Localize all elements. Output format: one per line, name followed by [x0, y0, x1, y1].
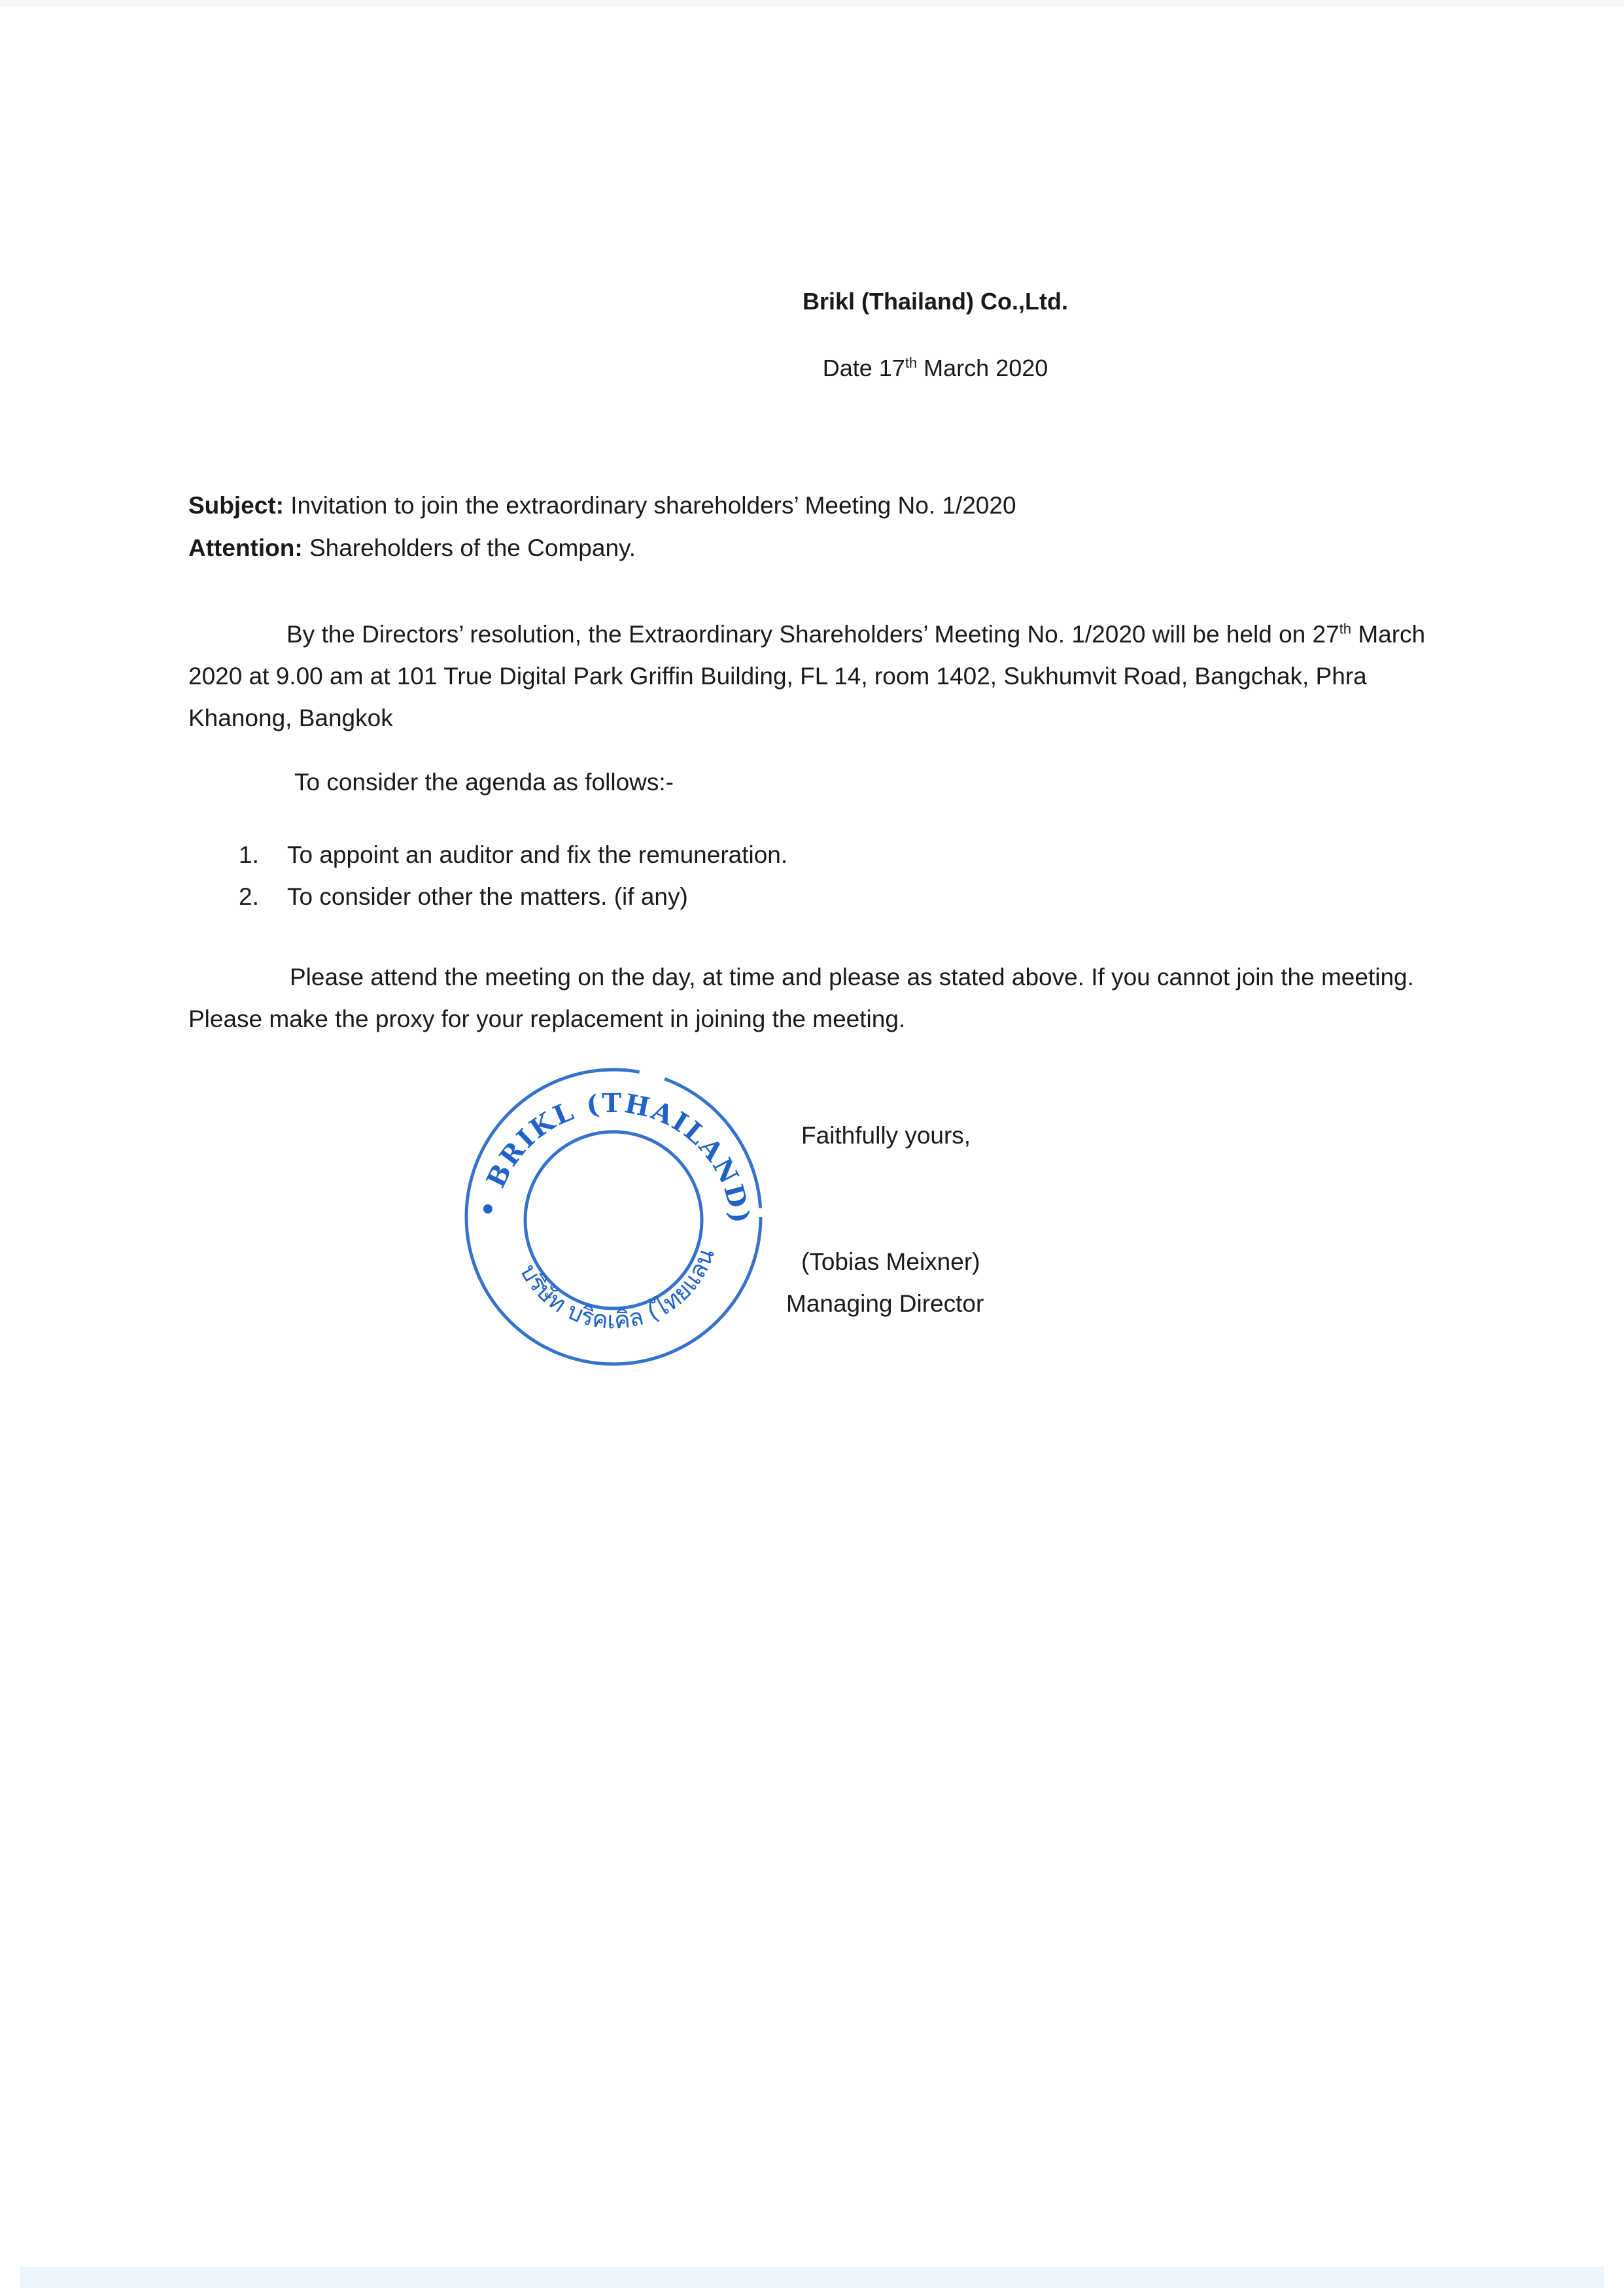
date-superscript: th [905, 355, 918, 371]
meeting-paragraph [188, 614, 1451, 739]
scan-bottom-band [20, 2267, 1604, 2288]
signatory-name: (Tobias Meixner) [801, 1248, 980, 1275]
company-seal-stamp [450, 1053, 777, 1380]
attendance-paragraph: Please attend the meeting on the day, at time and please as stated above. If you cannot join the meeting. Please make the proxy for your replacement in joining the meeting. [188, 964, 1414, 1032]
meeting-text-a: By the Directors’ resolution, the Extraordinary Shareholders’ Meeting No. 1/2020 will be held on 27 [286, 621, 1339, 648]
stamp-text-bottom: บริษัท บริคเคิล (ไทยแลน [514, 1245, 720, 1335]
agenda-list [239, 834, 787, 918]
subject-text: Invitation to join the extraordinary shareholders’ Meeting No. 1/2020 [283, 492, 1016, 519]
agenda-item [239, 834, 787, 876]
subject-line [188, 492, 1016, 519]
agenda-item-number: 2. [239, 883, 259, 910]
agenda-item [239, 876, 787, 918]
agenda-item-text: To appoint an auditor and fix the remuneration. [287, 841, 788, 868]
agenda-item-text: To consider other the matters. (if any) [287, 883, 688, 910]
meeting-date-superscript: th [1339, 620, 1352, 637]
date-suffix: March 2020 [917, 355, 1048, 381]
signatory-title: Managing Director [786, 1290, 984, 1317]
document-date [0, 355, 1624, 382]
closing-text: Faithfully yours, [801, 1122, 971, 1149]
agenda-item-number: 1. [239, 841, 259, 868]
date-prefix: Date 17 [822, 355, 905, 381]
scan-top-edge [0, 0, 1624, 7]
meeting-text-b: March 2020 at 9.00 am at 101 True Digital Park Griffin Building, FL 14, room 1402, Sukhumvit Road, Bangchak, Phra Khanong, Bangkok [188, 621, 1426, 731]
subject-label: Subject: [188, 492, 284, 519]
stamp-text-top: • BRIKL (THAILAND) [472, 1087, 756, 1227]
stamp-svg [450, 1053, 777, 1380]
attention-label: Attention: [188, 534, 303, 561]
attention-line [188, 534, 636, 562]
company-name: Brikl (Thailand) Co.,Ltd. [803, 288, 1068, 315]
attention-text: Shareholders of the Company. [302, 534, 636, 561]
agenda-intro: To consider the agenda as follows:- [294, 769, 674, 796]
